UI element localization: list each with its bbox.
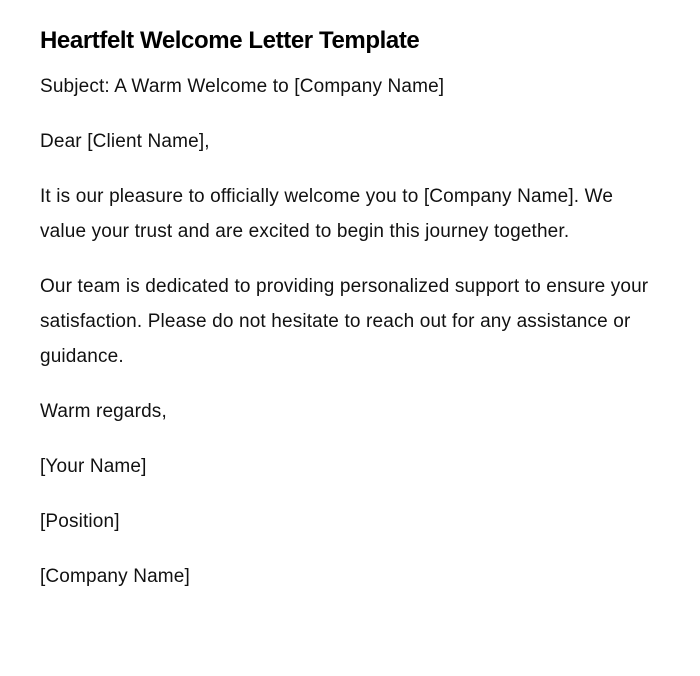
document-title: Heartfelt Welcome Letter Template [40, 27, 420, 54]
subject-line: Subject: A Warm Welcome to [Company Name] [40, 76, 445, 97]
signature-company: [Company Name] [40, 566, 190, 587]
salutation: Dear [Client Name], [40, 131, 210, 152]
signature-position: [Position] [40, 511, 120, 532]
body-paragraph-1: It is our pleasure to officially welcome you to [Company Name]. We value your trust and are excited to begin this journey together. [40, 186, 614, 242]
closing: Warm regards, [40, 401, 167, 422]
signature-name: [Your Name] [40, 456, 147, 477]
body-paragraph-2: Our team is dedicated to providing personalized support to ensure your satisfaction. Please do not hesitate to reach out for any assistance or guidance. [40, 276, 649, 367]
